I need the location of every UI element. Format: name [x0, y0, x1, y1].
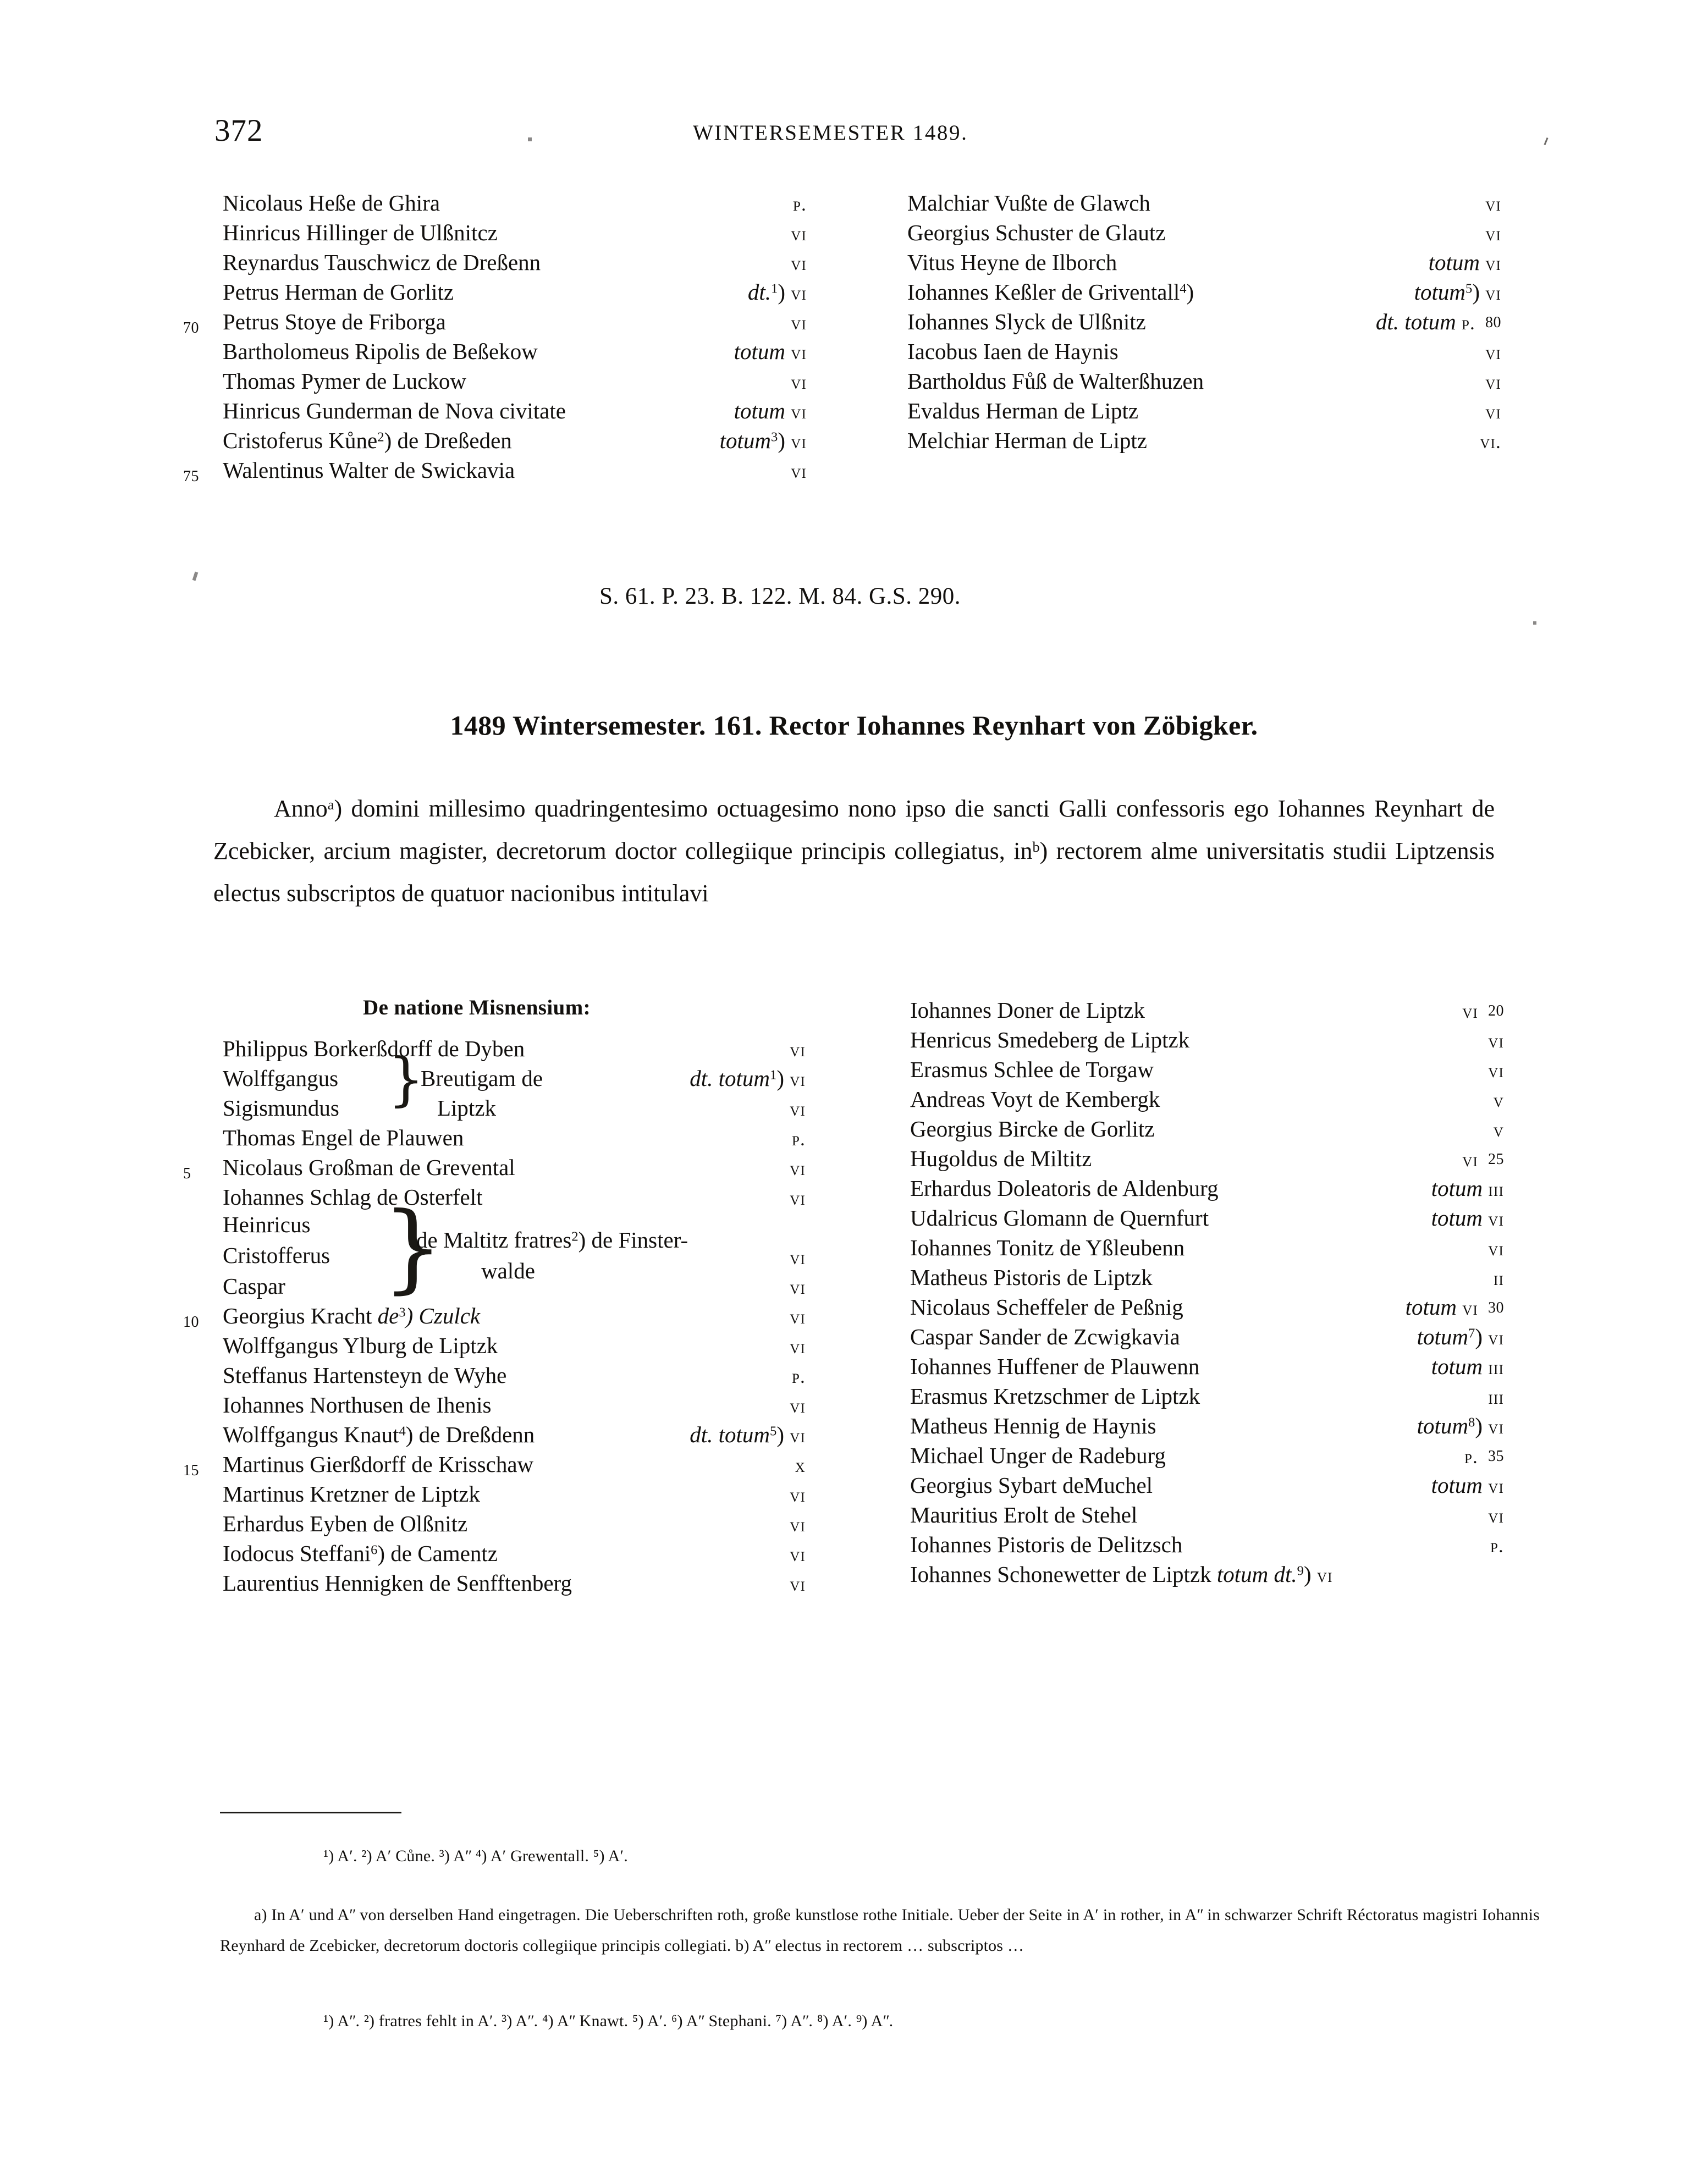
entry-name: Wolffgangus Ylburg de Liptzk: [223, 1333, 498, 1358]
entry-line-number: 75: [183, 468, 199, 485]
entry-name: Vitus Heyne de Ilborch: [907, 250, 1117, 275]
entry-fee: x: [795, 1455, 806, 1476]
footnote-marker-a: a: [327, 796, 334, 813]
entry-row: [183, 1152, 877, 1182]
entry-fee: vi: [1485, 401, 1501, 423]
entry-fee: vi: [790, 1158, 806, 1179]
entry-name: Evaldus Herman de Liptz: [907, 398, 1139, 423]
entry-row: [910, 1470, 1586, 1500]
entry-name: Bartholdus Fůß de Walterßhuzen: [907, 368, 1204, 394]
entry-qualifier: dt. totum: [690, 1422, 770, 1447]
entry-name: Georgius Kracht $de^3$) Czulck: [223, 1303, 481, 1328]
running-head: [214, 113, 1496, 151]
entry-value: [1431, 1203, 1504, 1234]
entry-fee: iii: [1488, 1387, 1504, 1408]
entry-value: [791, 455, 807, 487]
entry-name: Iodocus Steffani$^6$) de Camentz: [223, 1541, 498, 1566]
entry-value: [795, 1449, 806, 1481]
entry-name: Matheus Pistoris de Liptzk: [910, 1265, 1153, 1290]
entry-name: Iohannes Northusen de Ihenis: [223, 1392, 492, 1418]
entry-name: Reynardus Tauschwicz de Dreßenn: [223, 250, 541, 275]
entry-fee: iii: [1488, 1179, 1504, 1200]
brace-icon: }: [388, 1046, 425, 1113]
entry-fee: vi: [791, 312, 807, 334]
entry-row: [907, 366, 1567, 396]
entry-fee: vi: [791, 372, 807, 393]
entry-row: [223, 1331, 877, 1360]
prose-part-1: Anno: [274, 795, 328, 822]
entry-name: Walentinus Walter de Swickavia: [223, 457, 515, 483]
entry-line-number: 35: [1488, 1448, 1504, 1465]
entry-row: [223, 396, 872, 426]
entry-name: Philippus Borkerßdorff de Dyben: [223, 1036, 525, 1061]
entry-row: [223, 366, 872, 396]
entry-fee: iii: [1488, 1357, 1504, 1378]
entry-value: [734, 396, 807, 427]
page-speck-right: [1533, 621, 1536, 625]
entry-name: Henricus Smedeberg de Liptzk: [910, 1027, 1190, 1052]
entry-value: [1488, 1055, 1504, 1086]
brace-name-3: Caspar: [223, 1273, 285, 1299]
entry-fee: p.: [792, 194, 807, 215]
entry-value: [790, 1242, 806, 1273]
entry-line-number: 25: [1488, 1151, 1504, 1168]
footnote-note-a-b: a) In Aʹ und Aʺ von derselben Hand eingetragen. Die Ueberschriften roth, große kunstlose rothe Initiale. Ueber der Seite in Aʹ in rother, in Aʺ in schwarzer Schrift Réctoratus magistri Iohannis Reynhard de Zcebicker, decretorum doctoris collegiique principis collegiati. b) Aʺ electus in rectorem … subscriptos …: [220, 1906, 1540, 1955]
entry-qualifier: totum: [1431, 1205, 1483, 1231]
entry-row: [223, 1182, 877, 1212]
entry-fee: vi: [1488, 1060, 1504, 1082]
entry-name: Melchiar Herman de Liptz: [907, 428, 1148, 453]
entry-name: Caspar Sander de Zcwigkavia: [910, 1324, 1180, 1349]
brace-value-1: dt. totum$^1$) vi: [690, 1066, 806, 1091]
entry-fee: p.: [1464, 1446, 1478, 1468]
entry-row: [907, 337, 1567, 366]
entry-value: [1462, 995, 1504, 1027]
entry-name: Hugoldus de Miltitz: [910, 1146, 1092, 1171]
entry-fee: vi: [790, 1396, 806, 1417]
entry-value: [1494, 1114, 1504, 1145]
entry-name: Wolffgangus Knaut$^4$) de Dreßdenn: [223, 1422, 535, 1447]
entry-qualifier: dt.: [747, 279, 772, 305]
entry-value: [1488, 1381, 1504, 1413]
entry-name: Martinus Gierßdorff de Krisschaw: [223, 1452, 534, 1477]
brace-value-2: vi: [790, 1099, 806, 1120]
entry-value: [1485, 366, 1501, 398]
entry-row: [183, 1449, 877, 1479]
entry-fee: p.: [791, 1128, 806, 1150]
entry-name: Iohannes Keßler de Griventall$^4$): [907, 279, 1194, 305]
entry-row: [223, 1509, 877, 1538]
entry-row: [183, 1301, 877, 1331]
entry-value: [734, 337, 807, 368]
entry-row: [907, 307, 1567, 337]
entry-row: [910, 1441, 1586, 1470]
entry-name: Andreas Voyt de Kembergk: [910, 1086, 1160, 1112]
entry-fee: vi: [791, 401, 807, 423]
entry-value: [1485, 396, 1501, 427]
entry-name: Malchiar Vußte de Glawch: [907, 190, 1150, 216]
section-heading: 1489 Wintersemester. 161. Rector Iohannes Reynhart von Zöbigker.: [450, 710, 1258, 741]
entry-value: totum$^5$) vi: [1414, 279, 1501, 305]
brace-name-2: Sigismundus: [223, 1095, 339, 1121]
prose-part-2: ) domini millesimo quadringentesimo octuagesimo nono ipso die sancti Galli confessoris ego Iohannes Reynhart de Zcebicker, arcium magister, decretorum doctor collegiique principis collegiatus, in: [213, 795, 1495, 864]
entry-value: [1488, 1233, 1504, 1264]
entry-row: [910, 1084, 1586, 1114]
entry-name: Iacobus Iaen de Haynis: [907, 339, 1119, 364]
entry-row: [183, 307, 872, 337]
page-speck-left: [192, 571, 199, 581]
entry-fee: v: [1493, 1090, 1504, 1111]
entry-fee: vi: [1485, 194, 1501, 215]
entry-row: [907, 188, 1567, 218]
entry-line-number: 80: [1485, 314, 1501, 331]
entry-row: [910, 995, 1586, 1025]
entry-value: [1488, 1500, 1504, 1531]
entry-row: [223, 1568, 877, 1598]
entry-value: [792, 1360, 806, 1392]
entry-fee: p.: [1461, 312, 1475, 334]
entry-fee: vi: [790, 1277, 806, 1298]
brace-text-1: de Maltitz fratres$^2$) de Finster-: [416, 1227, 688, 1253]
entry-qualifier: totum: [734, 398, 785, 423]
entry-row: [223, 1390, 877, 1420]
entry-row: [910, 1114, 1586, 1144]
entry-value: [790, 1509, 806, 1540]
entry-row: [910, 1203, 1586, 1233]
entry-value: [1431, 1352, 1504, 1383]
entry-fee: vi: [1485, 342, 1501, 363]
entry-fee: v: [1493, 1119, 1504, 1141]
entry-row: [223, 1034, 877, 1063]
entry-qualifier: totum: [1431, 1176, 1483, 1201]
entry-fee: vi: [1488, 1209, 1504, 1230]
entry-name: Michael Unger de Radeburg: [910, 1443, 1166, 1468]
entry-fee: vi: [790, 1247, 806, 1268]
entry-value: [1431, 1470, 1504, 1502]
entry-row: [910, 1173, 1586, 1203]
entry-row: [910, 1381, 1586, 1411]
entry-row: [907, 247, 1567, 277]
entry-qualifier: totum: [719, 428, 772, 453]
entry-value: [790, 1301, 806, 1332]
entry-fee: ii: [1493, 1268, 1504, 1289]
entry-value: [792, 1123, 806, 1154]
entry-fee: vi: [790, 1425, 806, 1447]
entry-line-number: 15: [183, 1462, 199, 1479]
entry-qualifier: totum: [1414, 279, 1466, 305]
entry-name: Iohannes Schonewetter de Liptzk totum dt.$^9$) vi: [910, 1562, 1333, 1587]
entry-list-block1-right: [907, 188, 1567, 455]
entry-fee: vi: [790, 1544, 806, 1565]
entry-list-block2-right: [910, 995, 1586, 1589]
entry-fee: vi: [1485, 253, 1501, 274]
entry-name: Nicolaus Heße de Ghira: [223, 190, 440, 216]
entry-value: [1494, 1084, 1504, 1116]
entry-name: Iohannes Slyck de Ulßnitz: [907, 309, 1146, 334]
entry-value: totum$^7$) vi: [1417, 1324, 1504, 1349]
entry-row: [223, 1123, 877, 1152]
entry-fee: vi: [791, 223, 807, 245]
entry-row: [910, 1352, 1586, 1381]
footnote-line-bottom: ¹) Aʺ. ²) fratres fehlt in Aʹ. ³) Aʺ. ⁴) Aʺ Knawt. ⁵) Aʹ. ⁶) Aʺ Stephani. ⁷) Aʺ. ⁸) Aʹ. ⁹) Aʺ.: [323, 2012, 894, 2030]
entry-fee: vi: [1488, 1416, 1504, 1438]
prose-part-3: ) rectorem alme universitatis studii Liptzensis electus subscriptos de quatuor nacionibus intitulavi: [213, 837, 1495, 907]
entry-qualifier: totum: [1417, 1324, 1469, 1349]
entry-fee: vi: [1488, 1238, 1504, 1260]
entry-name: Matheus Hennig de Haynis: [910, 1413, 1156, 1438]
entry-fee: vi: [791, 431, 807, 453]
entry-row: [910, 1500, 1586, 1530]
entry-fee: vi: [1485, 283, 1501, 304]
entry-row: [183, 455, 872, 485]
entry-name: Martinus Kretzner de Liptzk: [223, 1481, 480, 1507]
rector-preamble-paragraph: [213, 787, 1495, 914]
entry-value: [1480, 426, 1501, 457]
entry-fee: vi: [790, 1039, 806, 1061]
entry-fee: p.: [1490, 1535, 1504, 1557]
entry-line-number: 10: [183, 1314, 199, 1331]
brace-text-2: Liptzk: [437, 1095, 497, 1121]
entry-value: [791, 247, 807, 279]
brace-name-2: Cristofferus: [223, 1243, 330, 1268]
entry-fee: vi: [1462, 1149, 1478, 1171]
entry-row: [907, 277, 1567, 307]
entry-name: Udalricus Glomann de Quernfurt: [910, 1205, 1209, 1231]
page-speck-top: [528, 137, 532, 141]
entry-fee: vi: [791, 253, 807, 274]
entry-row: [910, 1262, 1586, 1292]
entry-row: [223, 337, 872, 366]
entry-name: Nicolaus Großman de Grevental: [223, 1155, 515, 1180]
entry-name: Erhardus Doleatoris de Aldenburg: [910, 1176, 1219, 1201]
entry-fee: vi: [790, 1514, 806, 1536]
entry-fee: vi: [791, 283, 807, 304]
entry-fee: vi: [791, 461, 807, 482]
entry-value: [1429, 247, 1501, 279]
brace-name-1: Wolffgangus: [223, 1066, 339, 1091]
entry-value: [1462, 1144, 1504, 1175]
entry-name: Hinricus Gunderman de Nova civitate: [223, 398, 566, 423]
brace-text-2: walde: [481, 1258, 535, 1283]
brace-icon: }: [382, 1192, 444, 1304]
entry-fee: vi: [790, 1574, 806, 1595]
entry-name: Thomas Engel de Plauwen: [223, 1125, 464, 1150]
entry-name: Iohannes Schlag de Osterfelt: [223, 1184, 483, 1210]
entry-value: dt.$^1$) vi: [747, 279, 807, 305]
entry-row: [223, 1538, 877, 1568]
entry-row: [223, 188, 872, 218]
entry-fee: vi: [790, 1306, 806, 1328]
entry-row: [907, 396, 1567, 426]
entry-row: [223, 277, 872, 307]
entry-line-number: 70: [183, 319, 199, 337]
entry-value: totum$^8$) vi: [1417, 1413, 1504, 1438]
entry-row: [907, 218, 1567, 247]
entry-name: Mauritius Erolt de Stehel: [910, 1502, 1138, 1527]
entry-value: [1485, 188, 1501, 219]
entry-row: [910, 1559, 1586, 1589]
entry-fee: vi: [790, 1336, 806, 1358]
entry-row: [910, 1025, 1586, 1055]
entry-row: [907, 426, 1567, 455]
entry-name: Iohannes Doner de Liptzk: [910, 997, 1145, 1023]
entry-value: [791, 366, 807, 398]
entry-value: [791, 307, 807, 338]
entry-row: [910, 1292, 1586, 1322]
entry-row: [910, 1322, 1586, 1352]
entry-value: [1376, 307, 1501, 338]
brace-text-1: Breutigam de: [421, 1066, 543, 1091]
entry-row: [910, 1411, 1586, 1441]
entry-value: [790, 1182, 806, 1214]
entry-value: [790, 1479, 806, 1510]
entry-value: [791, 218, 807, 249]
entry-qualifier: totum: [734, 339, 785, 364]
entry-row: [910, 1233, 1586, 1262]
entry-value: [1485, 218, 1501, 249]
entry-row: [223, 247, 872, 277]
entry-fee: p.: [791, 1366, 806, 1387]
entry-qualifier: totum: [1428, 250, 1480, 275]
matriculation-summary: S. 61. P. 23. B. 122. M. 84. G.S. 290.: [599, 583, 961, 609]
entry-value: dt. totum$^5$) vi: [690, 1422, 806, 1447]
brace-name-1: Heinricus: [223, 1212, 311, 1237]
entry-name: Steffanus Hartensteyn de Wyhe: [223, 1363, 507, 1388]
entry-name: Petrus Herman de Gorlitz: [223, 279, 454, 305]
entry-fee: vi: [790, 1188, 806, 1209]
entry-name: Georgius Bircke de Gorlitz: [910, 1116, 1155, 1141]
entry-row: [223, 218, 872, 247]
entry-list-block1-left: [183, 188, 872, 485]
entry-fee: vi: [1462, 1298, 1478, 1319]
entry-name: Georgius Schuster de Glautz: [907, 220, 1166, 245]
entry-line-number: 5: [183, 1165, 191, 1182]
entry-name: Erasmus Schlee de Torgaw: [910, 1057, 1154, 1082]
entry-qualifier: totum: [1431, 1472, 1483, 1498]
entry-fee: vi: [1462, 1001, 1478, 1022]
entry-value: [1485, 337, 1501, 368]
entry-value: [790, 1271, 806, 1303]
entry-value: [790, 1390, 806, 1421]
entry-qualifier: dt. totum: [1375, 309, 1456, 334]
footnote-line-top: ¹) Aʹ. ²) Aʹ Cůne. ³) Aʺ ⁴) Aʹ Grewentall. ⁵) Aʹ.: [323, 1847, 629, 1865]
entry-value: [790, 1034, 806, 1065]
entry-qualifier: totum: [1405, 1294, 1457, 1320]
entry-row: [223, 1360, 877, 1390]
entry-value: totum$^3$) vi: [719, 428, 807, 453]
entry-name: Hinricus Hillinger de Ulßnitcz: [223, 220, 498, 245]
entry-value: [1431, 1173, 1504, 1205]
nation-heading: De natione Misnensium:: [363, 996, 591, 1019]
entry-qualifier: totum: [1417, 1413, 1469, 1438]
entry-name: Erhardus Eyben de Olßnitz: [223, 1511, 468, 1536]
entry-fee: vi: [1485, 223, 1501, 245]
entry-list-block2-left: [183, 1034, 877, 1598]
entry-qualifier: totum: [1431, 1354, 1483, 1379]
entry-fee: vi.: [1480, 431, 1501, 453]
entry-row: [223, 426, 872, 455]
entry-value: [790, 1568, 806, 1600]
entry-fee: vi: [1488, 1030, 1504, 1052]
entry-name: Georgius Sybart deMuchel: [910, 1472, 1153, 1498]
entry-value: [1494, 1262, 1504, 1294]
entry-value: [1464, 1441, 1504, 1472]
entry-row: [223, 1479, 877, 1509]
entry-fee: vi: [1488, 1327, 1504, 1349]
entry-row: [223, 1420, 877, 1449]
entry-line-number: 20: [1488, 1002, 1504, 1019]
entry-fee: vi: [1485, 372, 1501, 393]
entry-name: Cristoferus Kůne$^2$) de Dreßeden: [223, 428, 512, 453]
footnote-rule: [220, 1812, 401, 1813]
entry-name: Bartholomeus Ripolis de Beßekow: [223, 339, 538, 364]
entry-value: [790, 1152, 806, 1184]
entry-row: [910, 1055, 1586, 1084]
entry-value: [1406, 1292, 1504, 1323]
entry-fee: vi: [791, 342, 807, 363]
entry-name: Erasmus Kretzschmer de Liptzk: [910, 1383, 1200, 1409]
entry-fee: vi: [790, 1485, 806, 1506]
entry-value: [793, 188, 807, 219]
entry-line-number: 30: [1488, 1299, 1504, 1316]
entry-name: Iohannes Huffener de Plauwenn: [910, 1354, 1200, 1379]
entry-name: Thomas Pymer de Luckow: [223, 368, 466, 394]
running-head-title: WINTERSEMESTER 1489.: [693, 121, 968, 145]
entry-name: Iohannes Pistoris de Delitzsch: [910, 1532, 1183, 1557]
entry-fee: vi: [1488, 1476, 1504, 1497]
entry-value: [1490, 1530, 1504, 1561]
footnote-marker-b: b: [1032, 838, 1040, 855]
entry-value: [790, 1331, 806, 1362]
page-speck-topright: [1544, 137, 1548, 145]
folio-number: 372: [214, 113, 263, 148]
entry-row: [223, 1271, 877, 1301]
entry-value: [790, 1538, 806, 1570]
entry-name: Iohannes Tonitz de Yßleubenn: [910, 1235, 1185, 1260]
entry-name: Nicolaus Scheffeler de Peßnig: [910, 1294, 1183, 1320]
entry-name: Petrus Stoye de Friborga: [223, 309, 446, 334]
entry-name: Laurentius Hennigken de Senfftenberg: [223, 1570, 572, 1596]
entry-value: [1488, 1025, 1504, 1056]
entry-row: [910, 1530, 1586, 1559]
entry-row: [910, 1144, 1586, 1173]
entry-fee: vi: [1488, 1505, 1504, 1527]
